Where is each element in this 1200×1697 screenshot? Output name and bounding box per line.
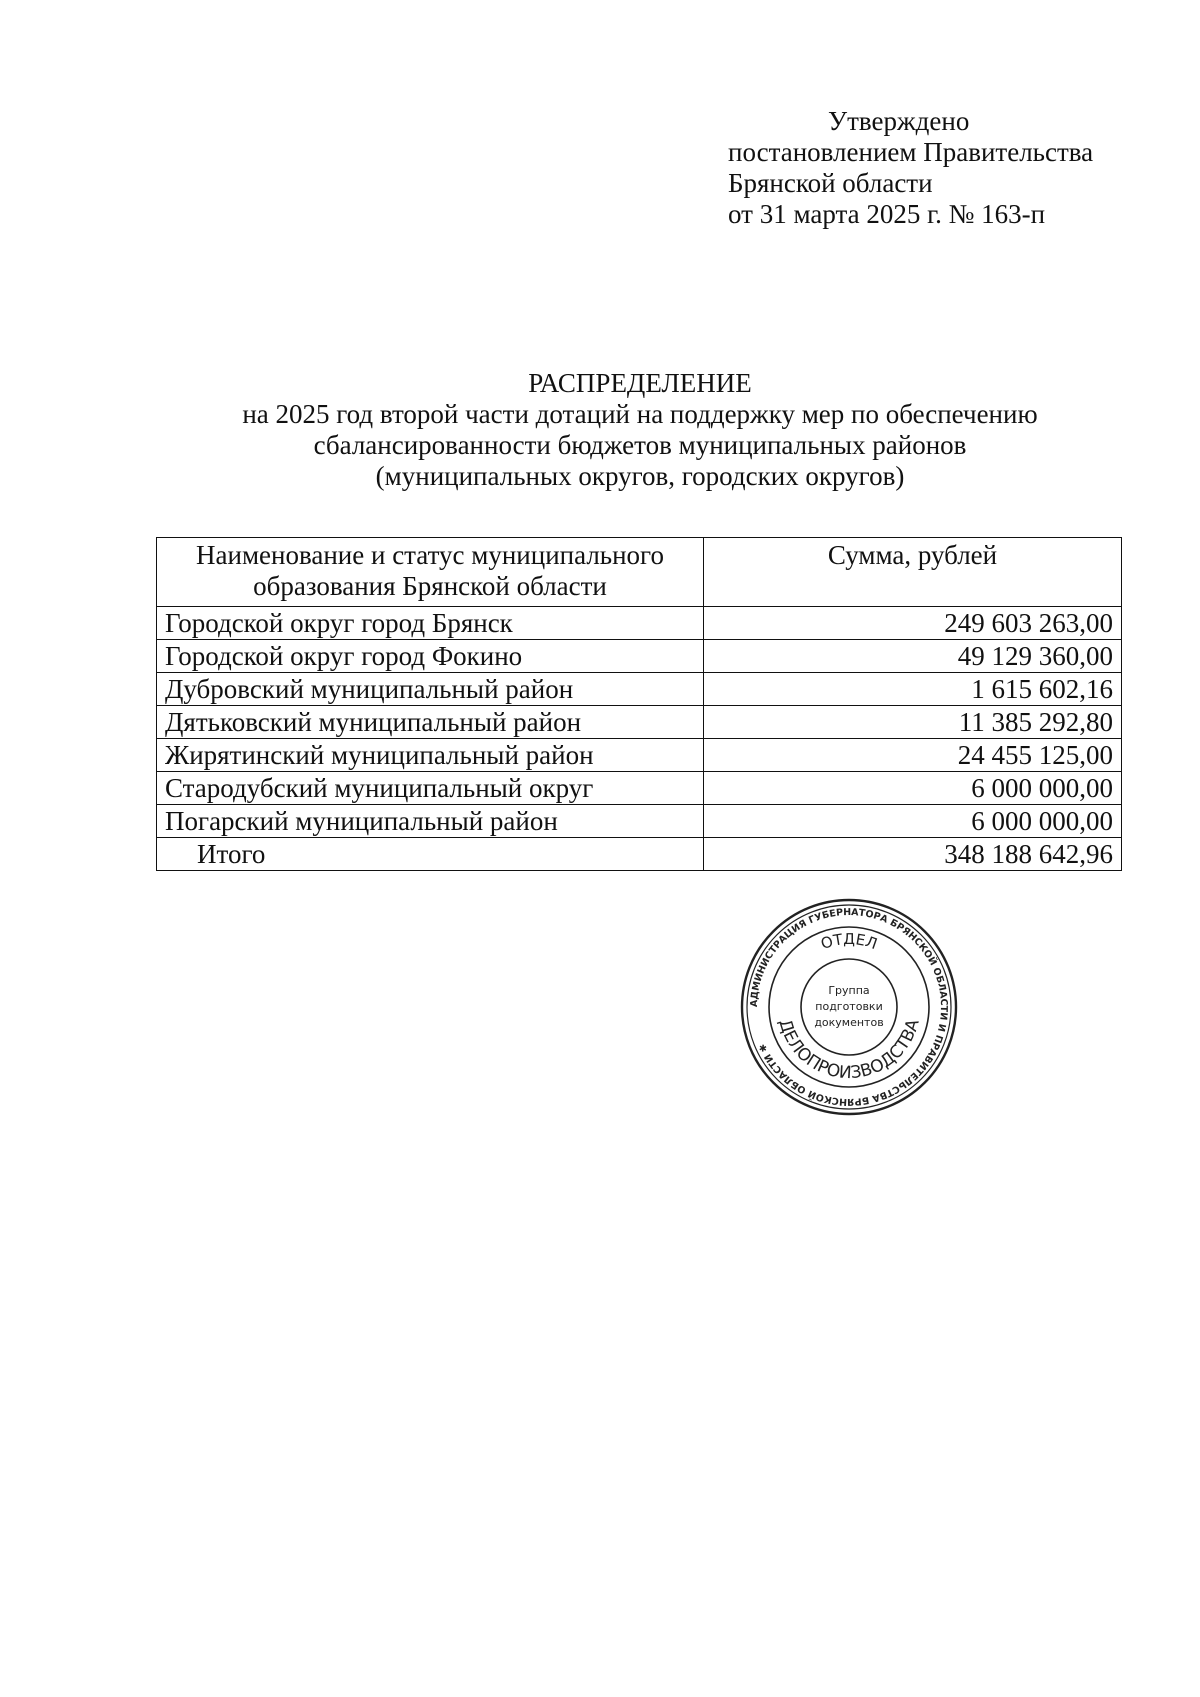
table-row: [157, 607, 1122, 640]
approval-line-date-number: от 31 марта 2025 г. № 163-п: [728, 199, 1046, 229]
table-row: [157, 673, 1122, 706]
column-header-name-line-2: образования Брянской области: [253, 571, 607, 601]
municipality-sum: 11 385 292,80: [704, 706, 1122, 739]
table-row: [157, 640, 1122, 673]
distribution-table: [156, 537, 1122, 871]
document-subtitle-line-1: на 2025 год второй части дотаций на поддержку мер по обеспечению: [242, 399, 1038, 429]
approval-line-approved: Утверждено: [828, 106, 970, 136]
table-row: [157, 706, 1122, 739]
stamp-center-line-2: подготовки: [815, 1000, 883, 1013]
approval-line-decree: постановлением Правительства: [728, 137, 1094, 167]
municipality-name: Дятьковский муниципальный район: [157, 706, 704, 739]
stamp-center-line-1: Группа: [828, 984, 870, 997]
approval-block: [728, 106, 1093, 230]
table-row: [157, 739, 1122, 772]
municipality-name: Стародубский муниципальный округ: [157, 772, 704, 805]
total-sum: 348 188 642,96: [704, 838, 1122, 871]
column-header-sum: Сумма, рублей: [704, 538, 1122, 607]
municipality-name: Дубровский муниципальный район: [157, 673, 704, 706]
stamp-center-line-3: документов: [814, 1016, 884, 1029]
column-header-name-line-1: Наименование и статус муниципального: [196, 540, 664, 570]
municipality-sum: 6 000 000,00: [704, 772, 1122, 805]
stamp-department-text: ОТДЕЛ: [818, 929, 880, 954]
municipality-sum: 49 129 360,00: [704, 640, 1122, 673]
municipality-sum: 1 615 602,16: [704, 673, 1122, 706]
municipality-name: Городской округ город Брянск: [157, 607, 704, 640]
total-label: Итого: [157, 838, 704, 871]
municipality-sum: 24 455 125,00: [704, 739, 1122, 772]
table-header-row: [157, 538, 1122, 607]
approval-line-region: Брянской области: [728, 168, 933, 198]
municipality-name: Погарский муниципальный район: [157, 805, 704, 838]
official-stamp: [738, 896, 960, 1118]
column-header-name: [157, 538, 704, 607]
document-title: РАСПРЕДЕЛЕНИЕ: [528, 368, 752, 398]
municipality-sum: 6 000 000,00: [704, 805, 1122, 838]
document-subtitle-line-3: (муниципальных округов, городских округов): [375, 461, 905, 491]
stamp-office-work-text: ДЕЛОПРОИЗВОДСТВА: [774, 1016, 924, 1084]
document-heading: [0, 368, 1200, 492]
municipality-sum: 249 603 263,00: [704, 607, 1122, 640]
table-total-row: [157, 838, 1122, 871]
table-row: [157, 805, 1122, 838]
municipality-name: Городской округ город Фокино: [157, 640, 704, 673]
municipality-name: Жирятинский муниципальный район: [157, 739, 704, 772]
stamp-outer-ring-text: АДМИНИСТРАЦИЯ ГУБЕРНАТОРА БРЯНСКОЙ ОБЛАСТИ И ПРАВИТЕЛЬСТВА БРЯНСКОЙ ОБЛАСТИ ✱: [748, 906, 950, 1108]
document-subtitle-line-2: сбалансированности бюджетов муниципальных районов: [313, 430, 967, 460]
table-row: [157, 772, 1122, 805]
